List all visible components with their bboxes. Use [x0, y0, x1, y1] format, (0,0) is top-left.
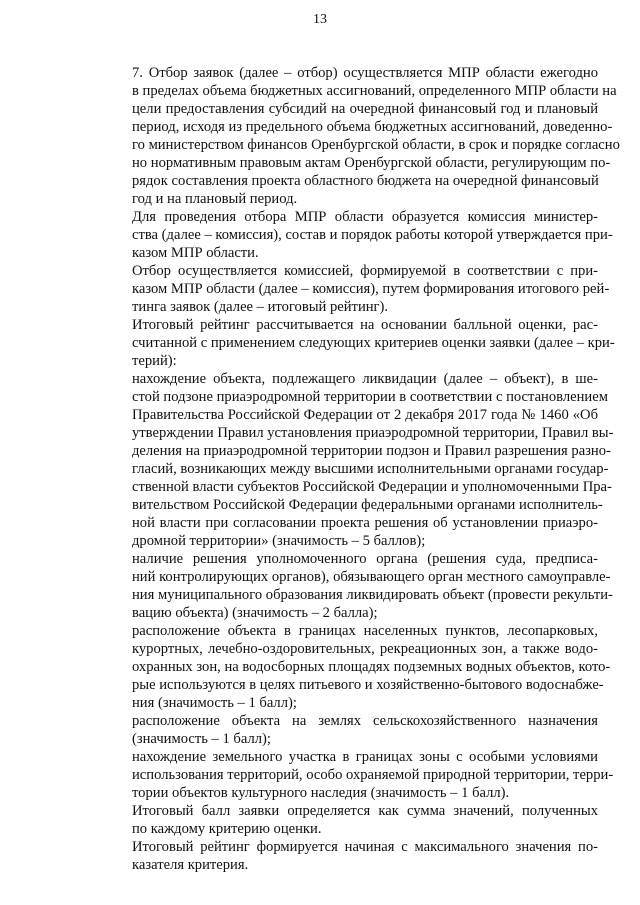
- text-line: вацию объекта) (значимость – 2 балла);: [132, 605, 378, 621]
- text-line: казателя критерия.: [132, 857, 249, 873]
- text-line: ственной власти субъектов Российской Федерации и уполномоченными Пра-: [132, 479, 612, 495]
- text-line: 7. Отбор заявок (далее – отбор) осуществляется МПР области ежегодно: [132, 65, 598, 81]
- text-line: рядок составления проекта областного бюджета на очередной финансовый: [132, 173, 599, 189]
- text-line: Итоговый балл заявки определяется как сумма значений, полученных: [132, 803, 598, 819]
- text-line: год и на плановый период.: [132, 191, 298, 207]
- text-line: но нормативным правовым актам Оренбургской области, регулирующим по-: [132, 155, 611, 171]
- text-line: ния (значимость – 1 балл);: [132, 695, 297, 711]
- text-line: рые используются в целях питьевого и хозяйственно-бытового водоснабже-: [132, 677, 604, 693]
- paragraph: [92, 262, 610, 316]
- text-line: Правительства Российской Федерации от 2 декабря 2017 года № 1460 «Об: [132, 407, 598, 423]
- text-line: вительством Российской Федерации федеральными органами исполнитель-: [132, 497, 603, 513]
- text-line: по каждому критерию оценки.: [132, 821, 322, 837]
- text-line: расположение объекта в границах населенных пунктов, лесопарковых,: [132, 623, 598, 639]
- paragraph: [92, 802, 598, 838]
- text-line: тинга заявок (далее – итоговый рейтинг).: [132, 299, 389, 315]
- text-line: терий):: [132, 353, 177, 369]
- text-line: (значимость – 1 балл);: [132, 731, 271, 747]
- text-line: казом МПР области.: [132, 245, 259, 261]
- text-line: Итоговый рейтинг рассчитывается на основании балльной оценки, рас-: [132, 317, 598, 333]
- paragraph: [92, 748, 614, 802]
- document-body: [92, 64, 620, 874]
- text-line: ний контролирующих органов), обязывающего орган местного самоуправле-: [132, 569, 611, 585]
- text-line: казом МПР области (далее – комиссия), путем формирования итогового рей-: [132, 281, 610, 297]
- text-line: Отбор осуществляется комиссией, формируемой в соответствии с при-: [132, 263, 598, 279]
- text-line: дромной территории» (значимость – 5 баллов);: [132, 533, 426, 549]
- text-line: в пределах объема бюджетных ассигнований, определенного МПР области на: [132, 83, 617, 99]
- paragraph: [92, 622, 611, 712]
- text-line: утверждении Правил установления приаэродромной территории, Правил вы-: [132, 425, 614, 441]
- text-line: Для проведения отбора МПР области образуется комиссия министер-: [132, 209, 598, 225]
- text-line: Итоговый рейтинг формируется начиная с максимального значения по-: [132, 839, 598, 855]
- text-line: деления на приаэродромной территории подзон и Правил разрешения разно-: [132, 443, 611, 459]
- text-line: гласий, возникающих между высшими исполнительными органами государ-: [132, 461, 609, 477]
- text-line: период, исходя из предельного объема бюджетных ассигнований, доведенно-: [132, 119, 613, 135]
- text-line: ния муниципального образования ликвидировать объект (провести рекульти-: [132, 587, 613, 603]
- text-line: курортных, лечебно-оздоровительных, рекреационных зон, а также водо-: [132, 641, 598, 657]
- paragraph: [92, 208, 613, 262]
- text-line: использования территорий, особо охраняемой природной территории, терри-: [132, 767, 614, 783]
- text-line: наличие решения уполномоченного органа (решения суда, предписа-: [132, 551, 598, 567]
- paragraph: [92, 712, 598, 748]
- paragraph: [92, 838, 598, 874]
- text-line: нахождение объекта, подлежащего ликвидации (далее – объект), в ше-: [132, 371, 598, 387]
- paragraph: [92, 550, 613, 622]
- paragraph: [92, 370, 614, 550]
- text-line: расположение объекта на землях сельскохозяйственного назначения: [132, 713, 598, 729]
- text-line: ства (далее – комиссия), состав и порядок работы которой утверждается при-: [132, 227, 613, 243]
- text-line: тории объектов культурного наследия (значимость – 1 балл).: [132, 785, 510, 801]
- text-line: охранных зон, на водосборных площадях подземных водных объектов, кото-: [132, 659, 611, 675]
- page-number: 13: [313, 12, 327, 27]
- text-line: нахождение земельного участка в границах зоны с особыми условиями: [132, 749, 598, 765]
- text-line: стой подзоне приаэродромной территории в соответствии с постановлением: [132, 389, 608, 405]
- text-line: го министерством финансов Оренбургской области, в срок и порядке согласно: [132, 137, 620, 153]
- text-line: цели предоставления субсидий на очередной финансовый год и плановый: [132, 101, 598, 117]
- text-line: ной власти при согласовании проекта решения об установлении приаэро-: [132, 515, 598, 531]
- text-line: считанной с применением следующих критериев оценки заявки (далее – кри-: [132, 335, 615, 351]
- paragraph: [92, 316, 615, 370]
- paragraph: [92, 64, 620, 208]
